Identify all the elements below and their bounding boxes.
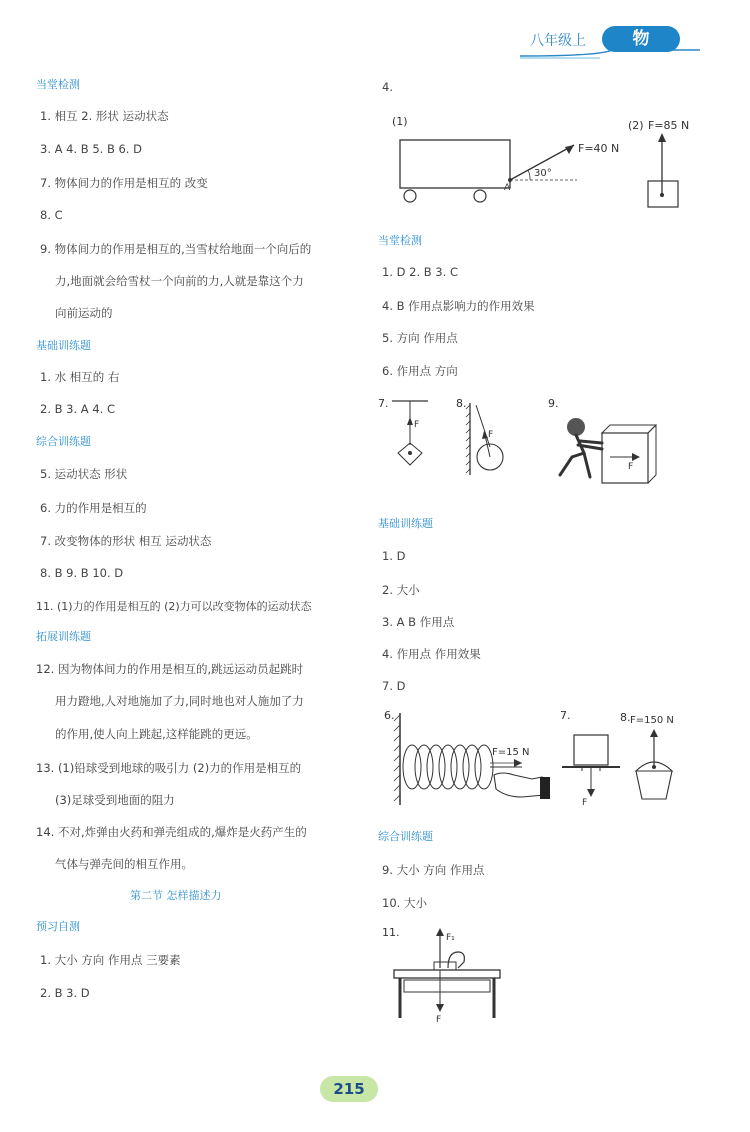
ball-wall-figure: [456, 395, 526, 480]
grade-label: 八年级上: [530, 33, 586, 49]
answer-line: 8. C: [40, 208, 63, 222]
answer-line: 7. D: [382, 679, 406, 693]
cart-force-figure: [382, 110, 632, 210]
page-header: [0, 0, 750, 75]
chapter-heading: 第二节 怎样描述力: [130, 889, 222, 902]
svg-text:30°: 30°: [534, 168, 552, 179]
answer-line: 5. 运动状态 形状: [40, 467, 128, 481]
answer-line: 1. 水 相互的 右: [40, 370, 120, 384]
svg-text:8.: 8.: [456, 397, 467, 410]
person-pushing-box-figure: [540, 395, 660, 490]
svg-text:F: F: [582, 798, 588, 805]
svg-text:7.: 7.: [378, 397, 389, 410]
hanging-lamp-figure: [378, 395, 448, 475]
answer-line: 气体与弹壳间的相互作用。: [55, 857, 193, 871]
answer-line: 8. B 9. B 10. D: [40, 566, 124, 580]
basket-force-figure: [618, 705, 698, 805]
svg-text:F=40 N: F=40 N: [578, 142, 620, 155]
answer-line: 5. 方向 作用点: [382, 331, 458, 345]
svg-text:A: A: [504, 183, 511, 193]
svg-text:F=85 N: F=85 N: [648, 119, 690, 132]
answer-line: 3. A B 作用点: [382, 615, 455, 629]
svg-text:11.: 11.: [382, 926, 400, 939]
svg-text:6.: 6.: [384, 709, 395, 722]
svg-text:7.: 7.: [560, 709, 571, 722]
answer-line: 10. 大小: [382, 896, 427, 910]
block-force-figure: [628, 115, 738, 215]
page-number: 215: [333, 1080, 365, 1098]
subject-badge: 物 理: [602, 26, 680, 52]
answer-line: 4. 作用点 作用效果: [382, 647, 481, 661]
answer-line: 11. (1)力的作用是相互的 (2)力可以改变物体的运动状态: [36, 600, 312, 613]
section-heading: 当堂检测: [36, 78, 80, 91]
svg-text:9.: 9.: [548, 397, 559, 410]
svg-text:F: F: [414, 420, 420, 430]
answer-line: 2. B 3. A 4. C: [40, 402, 115, 416]
answer-line: 的作用,使人向上跳起,这样能跳的更远。: [55, 727, 258, 741]
answer-line: 向前运动的: [55, 306, 113, 320]
section-heading: 综合训练题: [378, 830, 433, 843]
answer-line: 9. 大小 方向 作用点: [382, 863, 485, 877]
svg-text:F: F: [488, 430, 494, 440]
answer-line: 12. 因为物体间力的作用是相互的,跳远运动员起跳时: [36, 662, 304, 676]
svg-text:F₁: F₁: [446, 933, 455, 943]
answer-line: 力,地面就会给雪杖一个向前的力,人就是靠这个力: [55, 274, 304, 288]
svg-text:F=150 N: F=150 N: [630, 715, 674, 726]
answer-line: 1. D 2. B 3. C: [382, 265, 458, 279]
spring-hand-figure: [382, 705, 557, 810]
answer-line: 4. B 作用点影响力的作用效果: [382, 299, 535, 313]
answer-line: 2. 大小: [382, 583, 420, 597]
answer-line: 1. D: [382, 549, 406, 563]
answer-line: 2. B 3. D: [40, 986, 90, 1000]
answer-line: 6. 作用点 方向: [382, 364, 458, 378]
svg-text:F: F: [628, 462, 634, 472]
answer-line: 3. A 4. B 5. B 6. D: [40, 142, 142, 156]
section-heading: 预习自测: [36, 920, 80, 933]
answer-line: 14. 不对,炸弹由火药和弹壳组成的,爆炸是火药产生的: [36, 825, 307, 839]
answer-line: 1. 大小 方向 作用点 三要素: [40, 953, 181, 967]
answer-line: 1. 相互 2. 形状 运动状态: [40, 109, 169, 123]
answer-line: 6. 力的作用是相互的: [40, 501, 147, 515]
section-heading: 当堂检测: [378, 234, 422, 247]
answer-line: 9. 物体间力的作用是相互的,当雪杖给地面一个向后的: [40, 242, 312, 256]
svg-text:(2): (2): [628, 119, 644, 132]
svg-text:8.: 8.: [620, 711, 631, 724]
answer-line: 7. 物体间力的作用是相互的 改变: [40, 176, 208, 190]
answer-line: 13. (1)铅球受到地球的吸引力 (2)力的作用是相互的: [36, 761, 302, 775]
answer-line: 7. 改变物体的形状 相互 运动状态: [40, 534, 212, 548]
table-object-figure: [378, 922, 518, 1022]
section-heading: 拓展训练题: [36, 630, 91, 643]
section-heading: 基础训练题: [378, 517, 433, 530]
svg-text:F=15 N: F=15 N: [492, 747, 530, 758]
section-heading: 综合训练题: [36, 435, 91, 448]
answer-line: 用力蹬地,人对地施加了力,同时地也对人施加了力: [55, 694, 304, 708]
question-number: 4.: [382, 80, 393, 94]
figure-label: (1): [392, 115, 408, 128]
answer-line: (3)足球受到地面的阻力: [55, 793, 175, 807]
svg-text:F: F: [436, 1015, 442, 1022]
section-heading: 基础训练题: [36, 339, 91, 352]
